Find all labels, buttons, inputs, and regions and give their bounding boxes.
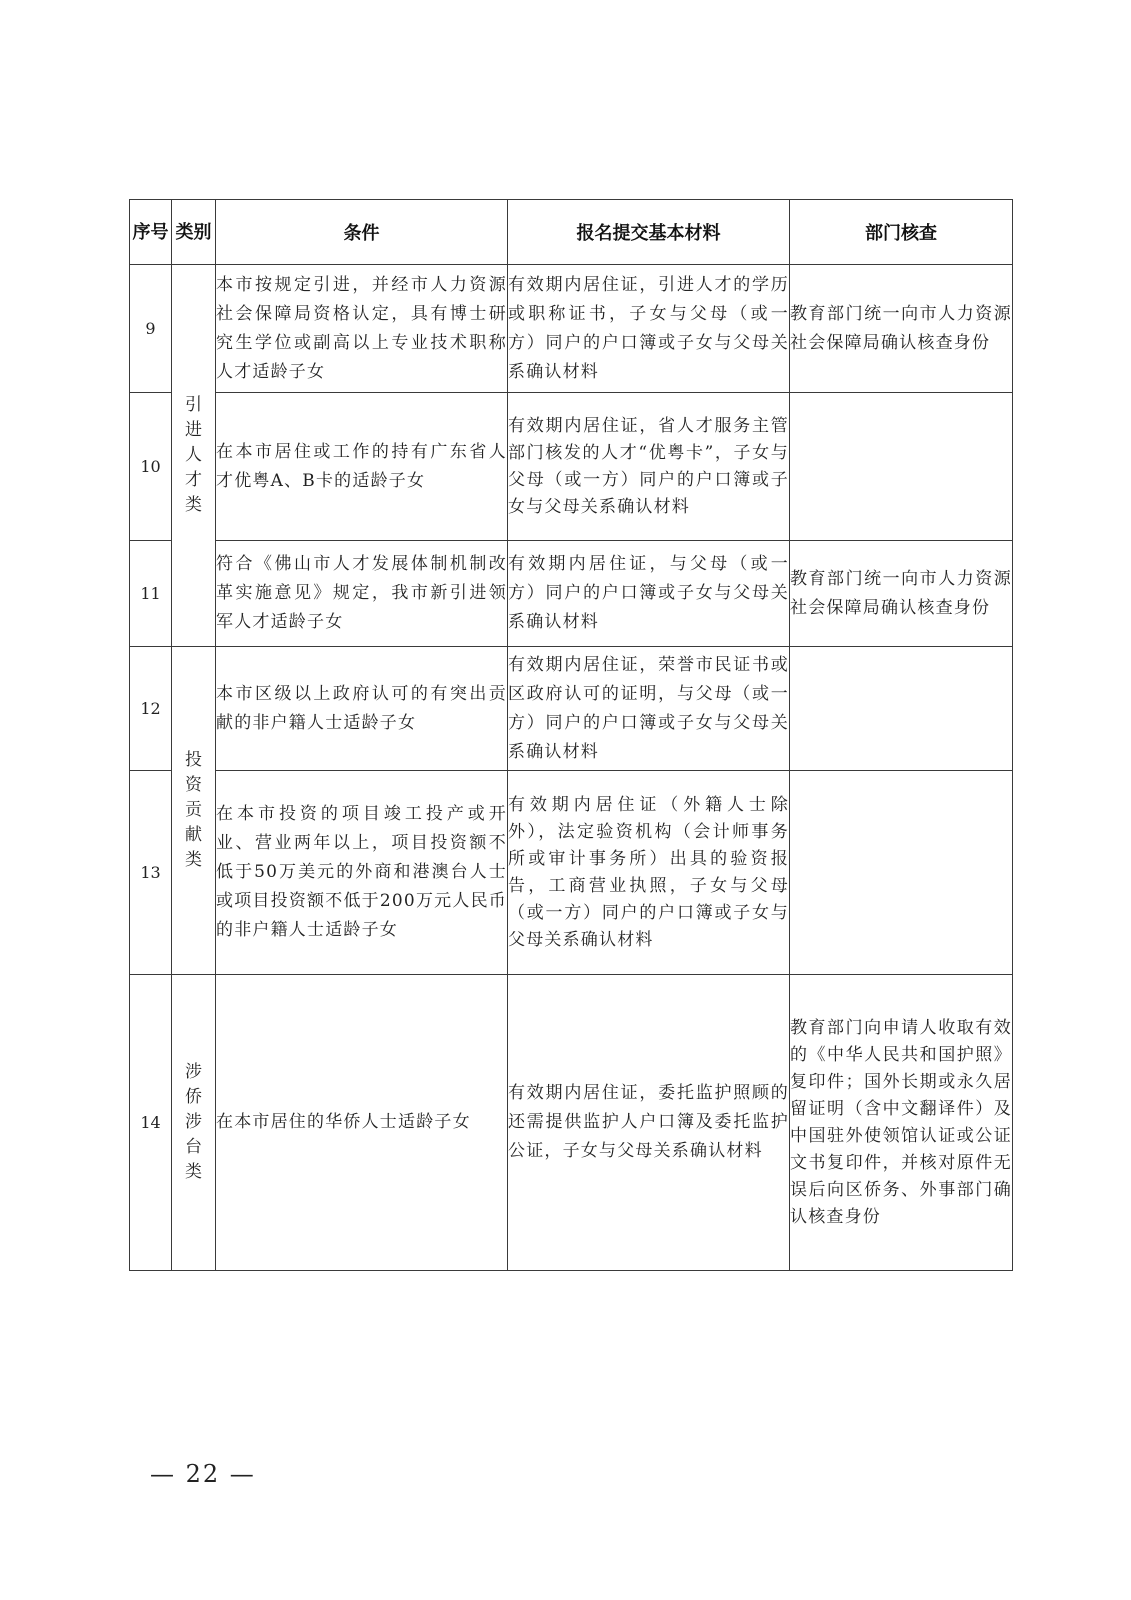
- table-row: [130, 771, 1013, 975]
- condition-cell: 在本市居住的华侨人士适龄子女: [216, 975, 508, 1271]
- verification-cell: 教育部门统一向市人力资源社会保障局确认核查身份: [790, 265, 1013, 393]
- materials-cell: 有效期内居住证，引进人才的学历或职称证书，子女与父母（或一方）同户的户口簿或子女与父母关系确认材料: [508, 265, 790, 393]
- condition-cell: 在本市投资的项目竣工投产或开业、营业两年以上，项目投资额不低于50万美元的外商和港澳台人士或项目投资额不低于200万元人民币的非户籍人士适龄子女: [216, 771, 508, 975]
- header-condition: 条件: [216, 200, 508, 265]
- category-cell-investment: [172, 647, 216, 975]
- materials-cell: 有效期内居住证，委托监护照顾的还需提供监护人户口簿及委托监护公证，子女与父母关系确认材料: [508, 975, 790, 1271]
- condition-cell: 符合《佛山市人才发展体制机制改革实施意见》规定，我市新引进领军人才适龄子女: [216, 541, 508, 647]
- header-verification: 部门核查: [790, 200, 1013, 265]
- table-row: [130, 975, 1013, 1271]
- row-number: 11: [130, 541, 172, 647]
- verification-cell: [790, 771, 1013, 975]
- header-seq: 序号: [130, 200, 172, 265]
- table-row: [130, 541, 1013, 647]
- condition-cell: 在本市居住或工作的持有广东省人才优粤A、B卡的适龄子女: [216, 393, 508, 541]
- category-cell-overseas: [172, 975, 216, 1271]
- row-number: 12: [130, 647, 172, 771]
- materials-cell: 有效期内居住证，荣誉市民证书或区政府认可的证明，与父母（或一方）同户的户口簿或子女与父母关系确认材料: [508, 647, 790, 771]
- materials-cell: 有效期内居住证（外籍人士除外），法定验资机构（会计师事务所或审计事务所）出具的验资报告，工商营业执照，子女与父母（或一方）同户的户口簿或子女与父母关系确认材料: [508, 771, 790, 975]
- row-number: 13: [130, 771, 172, 975]
- row-number: 10: [130, 393, 172, 541]
- header-materials: 报名提交基本材料: [508, 200, 790, 265]
- verification-cell: [790, 393, 1013, 541]
- admission-conditions-table: [129, 199, 1013, 1271]
- materials-cell: 有效期内居住证，省人才服务主管部门核发的人才“优粤卡”，子女与父母（或一方）同户的户口簿或子女与父母关系确认材料: [508, 393, 790, 541]
- verification-cell: [790, 647, 1013, 771]
- table-row: [130, 265, 1013, 393]
- row-number: 14: [130, 975, 172, 1271]
- condition-cell: 本市按规定引进，并经市人力资源社会保障局资格认定，具有博士研究生学位或副高以上专业技术职称人才适龄子女: [216, 265, 508, 393]
- page-number: — 22 —: [150, 1460, 256, 1488]
- header-category: 类别: [172, 200, 216, 265]
- table-header-row: [130, 200, 1013, 265]
- condition-cell: 本市区级以上政府认可的有突出贡献的非户籍人士适龄子女: [216, 647, 508, 771]
- category-label: 引进人才类: [185, 395, 202, 515]
- category-label: 涉侨涉台类: [185, 1062, 202, 1182]
- materials-cell: 有效期内居住证，与父母（或一方）同户的户口簿或子女与父母关系确认材料: [508, 541, 790, 647]
- verification-cell: 教育部门向申请人收取有效的《中华人民共和国护照》复印件；国外长期或永久居留证明（含中文翻译件）及中国驻外使领馆认证或公证文书复印件，并核对原件无误后向区侨务、外事部门确认核查身份: [790, 975, 1013, 1271]
- verification-cell: 教育部门统一向市人力资源社会保障局确认核查身份: [790, 541, 1013, 647]
- category-label: 投资贡献类: [185, 750, 202, 870]
- row-number: 9: [130, 265, 172, 393]
- category-cell-talent: [172, 265, 216, 647]
- table-row: [130, 647, 1013, 771]
- table-row: [130, 393, 1013, 541]
